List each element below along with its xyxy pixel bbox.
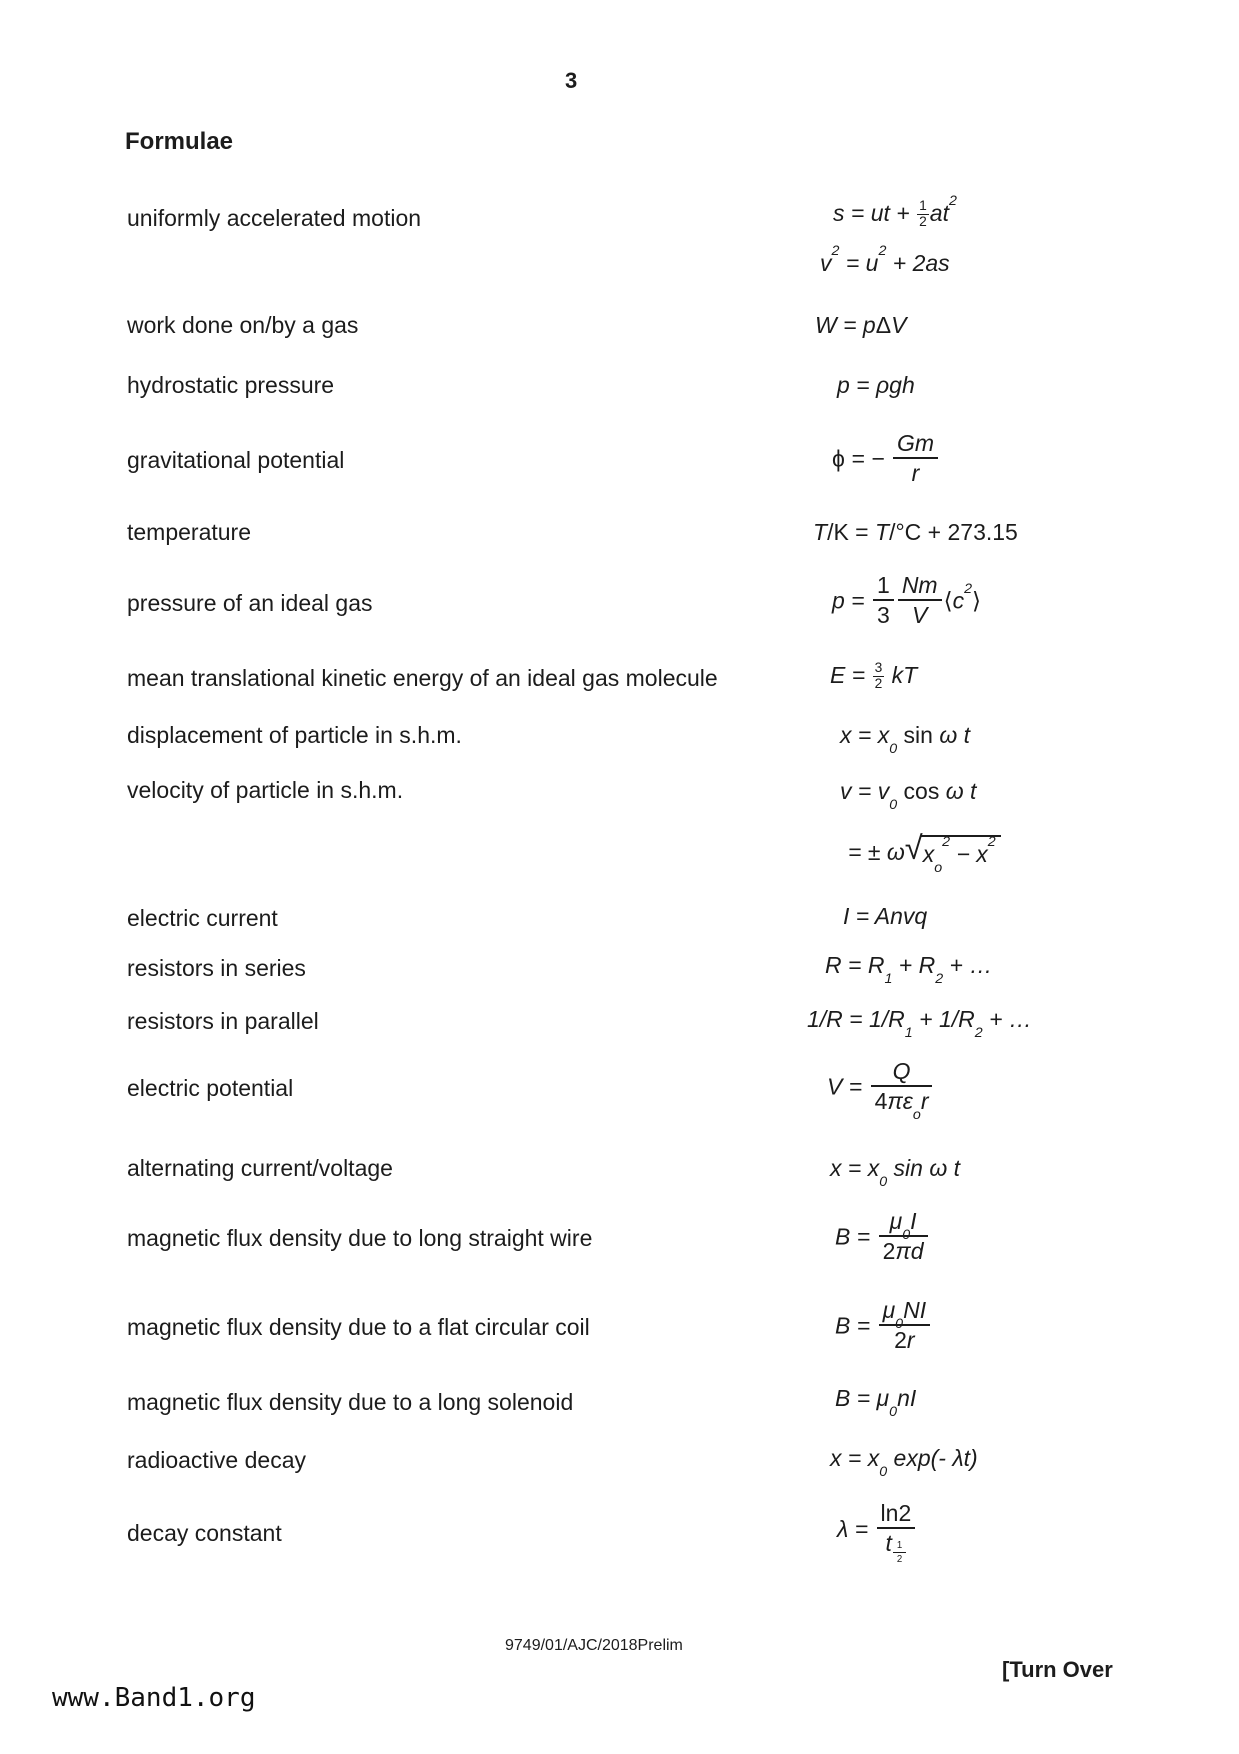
formula-row-label: decay constant [127,1520,282,1546]
formula-expression: $B = \mu_0nI$ [835,1385,917,1420]
page-title: Formulae [125,128,234,155]
watermark: www.Band1.org [52,1683,256,1713]
formula-expression: I = Anvq [843,903,928,929]
formula-row-label: alternating current/voltage [127,1155,393,1181]
formula-expression: $v = v_0$ cos ω t [840,778,977,813]
formula-expression: $1/R = 1/R_1 + 1/R_2$ + … [807,1006,1032,1041]
formula-expression: $x = x_0$ exp(- λt) [830,1445,978,1480]
formula-expression: = ± ω √ $x_o^2 - x^2$ [848,835,1001,867]
formula-expression: V = $\frac{Q}{4\pi\varepsilon_or}$ [827,1060,934,1117]
formula-expression: B = $\frac{\mu_0I}{2\pi d}$ [835,1210,930,1267]
formula-row-label: mean translational kinetic energy of an ideal gas molecule [127,665,718,691]
formula-expression: p = ρgh [837,372,915,398]
formula-row-label: magnetic flux density due to a flat circular coil [127,1314,590,1340]
formula-row-label: resistors in series [127,955,306,981]
formula-row-label: gravitational potential [127,447,345,473]
formula-expression: W = pΔV [815,312,907,338]
formula-expression: ϕ = − $\frac{Gm}{r}$ [832,432,940,489]
formula-expression: p = $\frac{1}{3}$ $\frac{Nm}{V}$ $⟨c^2⟩$ [832,571,981,629]
formula-row-label: resistors in parallel [127,1008,319,1034]
formula-expression: E = $\frac{3}{2}$ kT [830,660,918,691]
formula-row-label: radioactive decay [127,1447,306,1473]
formula-expression: $R = R_1 + R_2$ + … [825,952,993,987]
formula-row-label: electric potential [127,1075,294,1101]
formula-row-label: displacement of particle in s.h.m. [127,722,462,748]
formula-expression: $v^2 = u^2 + 2as$ [820,243,950,276]
formula-row-label: magnetic flux density due to long straight wire [127,1225,593,1251]
formula-expression: $x = x_0$ sin ω t [830,1155,961,1190]
formula-expression: T/K = T/°C + 273.15 [813,519,1018,545]
formula-row-label: uniformly accelerated motion [127,205,422,231]
page-number: 3 [565,68,578,93]
formula-row-label: hydrostatic pressure [127,372,335,398]
formula-row-label: magnetic flux density due to a long solenoid [127,1389,574,1415]
paper-code: 9749/01/AJC/2018Prelim [505,1637,683,1654]
formula-expression: λ = ln2 t $\frac{1}{2}$ [837,1502,917,1560]
formula-row-label: electric current [127,905,278,931]
formula-row-label: temperature [127,519,252,545]
formula-row-label: pressure of an ideal gas [127,590,373,616]
turn-over-note: [Turn Over [1002,1657,1113,1682]
formula-row-label: velocity of particle in s.h.m. [127,777,404,803]
formula-expression: s = ut + $\frac{1}{2}$ $at^2$ [833,193,957,229]
formula-expression: $x = x_0$ sin ω t [840,722,971,757]
formula-row-label: work done on/by a gas [127,312,359,338]
formula-expression: B = $\frac{\mu_0NI}{2r}$ [835,1299,932,1356]
